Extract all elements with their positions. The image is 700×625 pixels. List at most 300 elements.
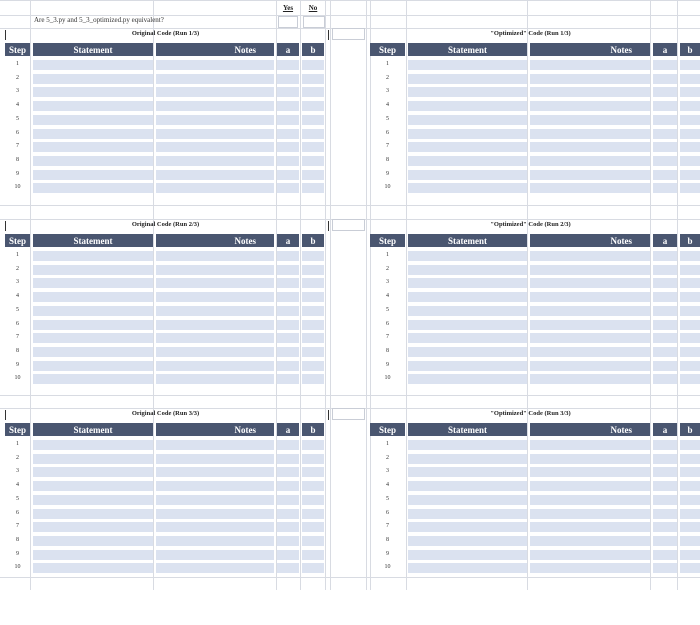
original-statement-cell[interactable]	[33, 306, 153, 316]
optimized-a-cell[interactable]	[653, 251, 677, 261]
original-statement-cell[interactable]	[33, 115, 153, 125]
optimized-step-number: 3	[386, 468, 389, 474]
original-a-cell[interactable]	[277, 536, 299, 546]
optimized-statement-cell[interactable]	[408, 509, 527, 519]
original-a-cell[interactable]	[277, 60, 299, 70]
original-notes-cell[interactable]	[156, 251, 274, 261]
optimized-statement-cell[interactable]	[408, 467, 527, 477]
optimized-a-cell[interactable]	[653, 60, 677, 70]
optimized-step-number: 7	[386, 143, 389, 149]
original-notes-cell[interactable]	[156, 374, 274, 384]
original-a-cell[interactable]	[277, 115, 299, 125]
optimized-a-cell[interactable]	[653, 320, 677, 330]
original-b-cell[interactable]	[302, 251, 324, 261]
optimized-step-number: 7	[386, 523, 389, 529]
original-notes-cell[interactable]	[156, 292, 274, 302]
original-statement-cell[interactable]	[33, 60, 153, 70]
optimized-a-cell[interactable]	[653, 454, 677, 464]
original-statement-cell[interactable]	[33, 251, 153, 261]
optimized-header-statement: Statement	[408, 234, 527, 247]
optimized-statement-cell[interactable]	[408, 170, 527, 180]
original-header-step: Step	[5, 234, 30, 247]
original-b-cell[interactable]	[302, 495, 324, 505]
optimized-header-step: Step	[370, 234, 405, 247]
optimized-b-cell[interactable]	[680, 306, 700, 316]
optimized-statement-cell[interactable]	[408, 333, 527, 343]
optimized-notes-cell[interactable]	[530, 563, 650, 573]
original-b-cell[interactable]	[302, 536, 324, 546]
optimized-a-cell[interactable]	[653, 74, 677, 84]
original-header-a: a	[277, 234, 299, 247]
original-a-cell[interactable]	[277, 251, 299, 261]
grid-line	[153, 0, 154, 590]
original-a-cell[interactable]	[277, 278, 299, 288]
optimized-notes-cell[interactable]	[530, 347, 650, 357]
optimized-a-cell[interactable]	[653, 129, 677, 139]
original-statement-cell[interactable]	[33, 142, 153, 152]
original-notes-cell[interactable]	[156, 156, 274, 166]
optimized-notes-cell[interactable]	[530, 333, 650, 343]
optimized-statement-cell[interactable]	[408, 481, 527, 491]
original-step-number: 10	[14, 184, 21, 190]
optimized-notes-cell[interactable]	[530, 251, 650, 261]
optimized-b-cell[interactable]	[680, 522, 700, 532]
optimized-b-cell[interactable]	[680, 60, 700, 70]
original-notes-cell[interactable]	[156, 170, 274, 180]
optimized-statement-cell[interactable]	[408, 495, 527, 505]
original-b-cell[interactable]	[302, 550, 324, 560]
original-a-cell[interactable]	[277, 306, 299, 316]
original-a-cell[interactable]	[277, 129, 299, 139]
original-b-cell[interactable]	[302, 333, 324, 343]
optimized-a-cell[interactable]	[653, 170, 677, 180]
optimized-b-cell[interactable]	[680, 170, 700, 180]
original-statement-cell[interactable]	[33, 467, 153, 477]
original-statement-cell[interactable]	[33, 320, 153, 330]
original-statement-cell[interactable]	[33, 536, 153, 546]
original-notes-cell[interactable]	[156, 265, 274, 275]
optimized-notes-cell[interactable]	[530, 454, 650, 464]
original-statement-cell[interactable]	[33, 454, 153, 464]
original-step-number: 7	[16, 143, 19, 149]
optimized-b-cell[interactable]	[680, 481, 700, 491]
original-notes-cell[interactable]	[156, 306, 274, 316]
optimized-statement-cell[interactable]	[408, 115, 527, 125]
optimized-statement-cell[interactable]	[408, 74, 527, 84]
optimized-b-cell[interactable]	[680, 495, 700, 505]
original-a-cell[interactable]	[277, 467, 299, 477]
original-a-cell[interactable]	[277, 440, 299, 450]
grid-line	[330, 0, 331, 590]
grid-line	[0, 577, 700, 578]
optimized-a-cell[interactable]	[653, 522, 677, 532]
original-a-cell[interactable]	[277, 522, 299, 532]
optimized-b-cell[interactable]	[680, 361, 700, 371]
optimized-a-cell[interactable]	[653, 101, 677, 111]
optimized-header-b: b	[680, 423, 700, 436]
optimized-notes-cell[interactable]	[530, 374, 650, 384]
original-step-number: 3	[16, 279, 19, 285]
original-b-cell[interactable]	[302, 374, 324, 384]
optimized-statement-cell[interactable]	[408, 87, 527, 97]
original-notes-cell[interactable]	[156, 115, 274, 125]
optimized-statement-cell[interactable]	[408, 142, 527, 152]
original-statement-cell[interactable]	[33, 550, 153, 560]
original-notes-cell[interactable]	[156, 278, 274, 288]
optimized-step-number: 7	[386, 334, 389, 340]
optimized-statement-cell[interactable]	[408, 347, 527, 357]
optimized-notes-cell[interactable]	[530, 522, 650, 532]
optimized-b-cell[interactable]	[680, 333, 700, 343]
optimized-b-cell[interactable]	[680, 509, 700, 519]
original-notes-cell[interactable]	[156, 320, 274, 330]
optimized-statement-cell[interactable]	[408, 292, 527, 302]
original-notes-cell[interactable]	[156, 183, 274, 193]
original-statement-cell[interactable]	[33, 265, 153, 275]
optimized-b-cell[interactable]	[680, 74, 700, 84]
original-notes-cell[interactable]	[156, 563, 274, 573]
original-notes-cell[interactable]	[156, 87, 274, 97]
optimized-statement-cell[interactable]	[408, 374, 527, 384]
optimized-b-cell[interactable]	[680, 115, 700, 125]
original-b-cell[interactable]	[302, 101, 324, 111]
optimized-statement-cell[interactable]	[408, 251, 527, 261]
optimized-b-cell[interactable]	[680, 374, 700, 384]
original-b-cell[interactable]	[302, 60, 324, 70]
original-a-cell[interactable]	[277, 361, 299, 371]
original-b-cell[interactable]	[302, 115, 324, 125]
optimized-step-number: 8	[386, 348, 389, 354]
original-b-cell[interactable]	[302, 347, 324, 357]
original-header-notes: Notes	[156, 43, 274, 56]
optimized-step-number: 10	[384, 375, 391, 381]
center-input-cell[interactable]	[332, 219, 365, 231]
optimized-b-cell[interactable]	[680, 265, 700, 275]
original-step-number: 2	[16, 266, 19, 272]
optimized-b-cell[interactable]	[680, 87, 700, 97]
optimized-step-number: 10	[384, 564, 391, 570]
original-notes-cell[interactable]	[156, 495, 274, 505]
original-a-cell[interactable]	[277, 320, 299, 330]
optimized-header-a: a	[653, 234, 677, 247]
original-step-number: 3	[16, 468, 19, 474]
center-input-cell[interactable]	[332, 28, 365, 40]
original-statement-cell[interactable]	[33, 333, 153, 343]
optimized-b-cell[interactable]	[680, 536, 700, 546]
grid-line	[300, 0, 301, 590]
optimized-a-cell[interactable]	[653, 142, 677, 152]
optimized-a-cell[interactable]	[653, 374, 677, 384]
optimized-notes-cell[interactable]	[530, 156, 650, 166]
original-b-cell[interactable]	[302, 467, 324, 477]
original-header-b: b	[302, 234, 324, 247]
optimized-b-cell[interactable]	[680, 278, 700, 288]
original-notes-cell[interactable]	[156, 454, 274, 464]
original-step-number: 9	[16, 171, 19, 177]
optimized-b-cell[interactable]	[680, 183, 700, 193]
optimized-step-number: 10	[384, 184, 391, 190]
optimized-b-cell[interactable]	[680, 563, 700, 573]
optimized-statement-cell[interactable]	[408, 278, 527, 288]
original-a-cell[interactable]	[277, 481, 299, 491]
optimized-step-number: 2	[386, 455, 389, 461]
optimized-notes-cell[interactable]	[530, 320, 650, 330]
original-notes-cell[interactable]	[156, 142, 274, 152]
original-statement-cell[interactable]	[33, 156, 153, 166]
original-notes-cell[interactable]	[156, 74, 274, 84]
optimized-a-cell[interactable]	[653, 509, 677, 519]
original-a-cell[interactable]	[277, 374, 299, 384]
original-b-cell[interactable]	[302, 74, 324, 84]
original-header-b: b	[302, 43, 324, 56]
yes-input-cell[interactable]	[278, 16, 298, 28]
optimized-statement-cell[interactable]	[408, 129, 527, 139]
optimized-step-number: 1	[386, 252, 389, 258]
optimized-notes-cell[interactable]	[530, 183, 650, 193]
original-statement-cell[interactable]	[33, 278, 153, 288]
original-notes-cell[interactable]	[156, 522, 274, 532]
optimized-a-cell[interactable]	[653, 481, 677, 491]
original-notes-cell[interactable]	[156, 550, 274, 560]
optimized-notes-cell[interactable]	[530, 74, 650, 84]
original-statement-cell[interactable]	[33, 509, 153, 519]
optimized-notes-cell[interactable]	[530, 467, 650, 477]
original-a-cell[interactable]	[277, 156, 299, 166]
optimized-a-cell[interactable]	[653, 183, 677, 193]
original-b-cell[interactable]	[302, 183, 324, 193]
original-b-cell[interactable]	[302, 156, 324, 166]
original-notes-cell[interactable]	[156, 60, 274, 70]
optimized-run-title: "Optimized" Code (Run 1/3)	[490, 30, 571, 37]
original-b-cell[interactable]	[302, 129, 324, 139]
original-step-number: 6	[16, 130, 19, 136]
optimized-notes-cell[interactable]	[530, 481, 650, 491]
no-input-cell[interactable]	[303, 16, 325, 28]
optimized-a-cell[interactable]	[653, 467, 677, 477]
grid-line	[0, 0, 700, 1]
original-a-cell[interactable]	[277, 509, 299, 519]
original-statement-cell[interactable]	[33, 74, 153, 84]
optimized-b-cell[interactable]	[680, 101, 700, 111]
optimized-a-cell[interactable]	[653, 440, 677, 450]
optimized-notes-cell[interactable]	[530, 142, 650, 152]
original-notes-cell[interactable]	[156, 129, 274, 139]
optimized-a-cell[interactable]	[653, 115, 677, 125]
optimized-b-cell[interactable]	[680, 156, 700, 166]
original-statement-cell[interactable]	[33, 361, 153, 371]
optimized-b-cell[interactable]	[680, 292, 700, 302]
optimized-step-number: 1	[386, 61, 389, 67]
optimized-a-cell[interactable]	[653, 495, 677, 505]
optimized-notes-cell[interactable]	[530, 536, 650, 546]
original-notes-cell[interactable]	[156, 101, 274, 111]
original-notes-cell[interactable]	[156, 509, 274, 519]
optimized-statement-cell[interactable]	[408, 320, 527, 330]
original-b-cell[interactable]	[302, 481, 324, 491]
optimized-a-cell[interactable]	[653, 347, 677, 357]
optimized-a-cell[interactable]	[653, 265, 677, 275]
original-header-a: a	[277, 43, 299, 56]
optimized-header-notes: Notes	[530, 43, 650, 56]
optimized-b-cell[interactable]	[680, 467, 700, 477]
original-notes-cell[interactable]	[156, 481, 274, 491]
optimized-notes-cell[interactable]	[530, 60, 650, 70]
optimized-a-cell[interactable]	[653, 550, 677, 560]
optimized-statement-cell[interactable]	[408, 522, 527, 532]
optimized-statement-cell[interactable]	[408, 101, 527, 111]
optimized-statement-cell[interactable]	[408, 306, 527, 316]
optimized-b-cell[interactable]	[680, 440, 700, 450]
original-b-cell[interactable]	[302, 320, 324, 330]
original-run-title: Original Code (Run 1/3)	[131, 30, 200, 37]
optimized-notes-cell[interactable]	[530, 361, 650, 371]
optimized-a-cell[interactable]	[653, 333, 677, 343]
original-statement-cell[interactable]	[33, 495, 153, 505]
optimized-statement-cell[interactable]	[408, 440, 527, 450]
optimized-notes-cell[interactable]	[530, 101, 650, 111]
original-b-cell[interactable]	[302, 87, 324, 97]
original-step-number: 2	[16, 75, 19, 81]
grid-line	[677, 0, 678, 590]
original-statement-cell[interactable]	[33, 522, 153, 532]
original-b-cell[interactable]	[302, 509, 324, 519]
original-a-cell[interactable]	[277, 170, 299, 180]
optimized-notes-cell[interactable]	[530, 115, 650, 125]
optimized-a-cell[interactable]	[653, 87, 677, 97]
optimized-notes-cell[interactable]	[530, 550, 650, 560]
original-notes-cell[interactable]	[156, 536, 274, 546]
optimized-a-cell[interactable]	[653, 278, 677, 288]
original-statement-cell[interactable]	[33, 170, 153, 180]
optimized-header-statement: Statement	[408, 423, 527, 436]
optimized-notes-cell[interactable]	[530, 87, 650, 97]
original-statement-cell[interactable]	[33, 347, 153, 357]
original-b-cell[interactable]	[302, 522, 324, 532]
grid-line	[406, 0, 407, 590]
center-input-cell[interactable]	[332, 408, 365, 420]
original-a-cell[interactable]	[277, 265, 299, 275]
optimized-statement-cell[interactable]	[408, 454, 527, 464]
original-b-cell[interactable]	[302, 278, 324, 288]
optimized-b-cell[interactable]	[680, 550, 700, 560]
original-statement-cell[interactable]	[33, 440, 153, 450]
original-b-cell[interactable]	[302, 454, 324, 464]
optimized-notes-cell[interactable]	[530, 306, 650, 316]
original-a-cell[interactable]	[277, 183, 299, 193]
optimized-statement-cell[interactable]	[408, 536, 527, 546]
original-notes-cell[interactable]	[156, 467, 274, 477]
original-step-number: 1	[16, 441, 19, 447]
original-header-step: Step	[5, 43, 30, 56]
original-a-cell[interactable]	[277, 142, 299, 152]
no-label: No	[308, 4, 318, 12]
optimized-a-cell[interactable]	[653, 306, 677, 316]
optimized-step-number: 4	[386, 482, 389, 488]
original-statement-cell[interactable]	[33, 563, 153, 573]
original-b-cell[interactable]	[302, 361, 324, 371]
original-b-cell[interactable]	[302, 142, 324, 152]
original-a-cell[interactable]	[277, 74, 299, 84]
original-b-cell[interactable]	[302, 170, 324, 180]
optimized-a-cell[interactable]	[653, 536, 677, 546]
original-notes-cell[interactable]	[156, 361, 274, 371]
original-b-cell[interactable]	[302, 306, 324, 316]
original-step-number: 4	[16, 102, 19, 108]
optimized-statement-cell[interactable]	[408, 183, 527, 193]
optimized-notes-cell[interactable]	[530, 265, 650, 275]
original-step-number: 4	[16, 293, 19, 299]
optimized-notes-cell[interactable]	[530, 292, 650, 302]
original-b-cell[interactable]	[302, 440, 324, 450]
optimized-statement-cell[interactable]	[408, 265, 527, 275]
optimized-b-cell[interactable]	[680, 454, 700, 464]
original-step-number: 8	[16, 537, 19, 543]
original-step-number: 3	[16, 88, 19, 94]
optimized-notes-cell[interactable]	[530, 129, 650, 139]
optimized-step-number: 9	[386, 362, 389, 368]
original-b-cell[interactable]	[302, 292, 324, 302]
original-a-cell[interactable]	[277, 550, 299, 560]
original-notes-cell[interactable]	[156, 440, 274, 450]
optimized-statement-cell[interactable]	[408, 60, 527, 70]
original-a-cell[interactable]	[277, 292, 299, 302]
original-notes-cell[interactable]	[156, 333, 274, 343]
column-divider	[5, 410, 6, 420]
original-notes-cell[interactable]	[156, 347, 274, 357]
original-a-cell[interactable]	[277, 333, 299, 343]
original-statement-cell[interactable]	[33, 183, 153, 193]
optimized-a-cell[interactable]	[653, 156, 677, 166]
optimized-notes-cell[interactable]	[530, 278, 650, 288]
optimized-statement-cell[interactable]	[408, 550, 527, 560]
optimized-a-cell[interactable]	[653, 361, 677, 371]
original-b-cell[interactable]	[302, 265, 324, 275]
optimized-notes-cell[interactable]	[530, 509, 650, 519]
original-statement-cell[interactable]	[33, 481, 153, 491]
optimized-notes-cell[interactable]	[530, 495, 650, 505]
original-a-cell[interactable]	[277, 101, 299, 111]
original-statement-cell[interactable]	[33, 374, 153, 384]
optimized-statement-cell[interactable]	[408, 156, 527, 166]
original-a-cell[interactable]	[277, 87, 299, 97]
original-a-cell[interactable]	[277, 347, 299, 357]
original-statement-cell[interactable]	[33, 101, 153, 111]
optimized-a-cell[interactable]	[653, 292, 677, 302]
optimized-statement-cell[interactable]	[408, 361, 527, 371]
optimized-b-cell[interactable]	[680, 320, 700, 330]
optimized-b-cell[interactable]	[680, 347, 700, 357]
optimized-a-cell[interactable]	[653, 563, 677, 573]
optimized-statement-cell[interactable]	[408, 563, 527, 573]
optimized-b-cell[interactable]	[680, 251, 700, 261]
original-a-cell[interactable]	[277, 563, 299, 573]
original-b-cell[interactable]	[302, 563, 324, 573]
optimized-notes-cell[interactable]	[530, 170, 650, 180]
original-statement-cell[interactable]	[33, 129, 153, 139]
original-a-cell[interactable]	[277, 495, 299, 505]
optimized-b-cell[interactable]	[680, 129, 700, 139]
original-statement-cell[interactable]	[33, 87, 153, 97]
grid-line	[325, 0, 326, 590]
original-a-cell[interactable]	[277, 454, 299, 464]
optimized-notes-cell[interactable]	[530, 440, 650, 450]
grid-line	[527, 0, 528, 590]
original-statement-cell[interactable]	[33, 292, 153, 302]
optimized-step-number: 4	[386, 102, 389, 108]
optimized-header-a: a	[653, 423, 677, 436]
optimized-b-cell[interactable]	[680, 142, 700, 152]
original-header-notes: Notes	[156, 423, 274, 436]
